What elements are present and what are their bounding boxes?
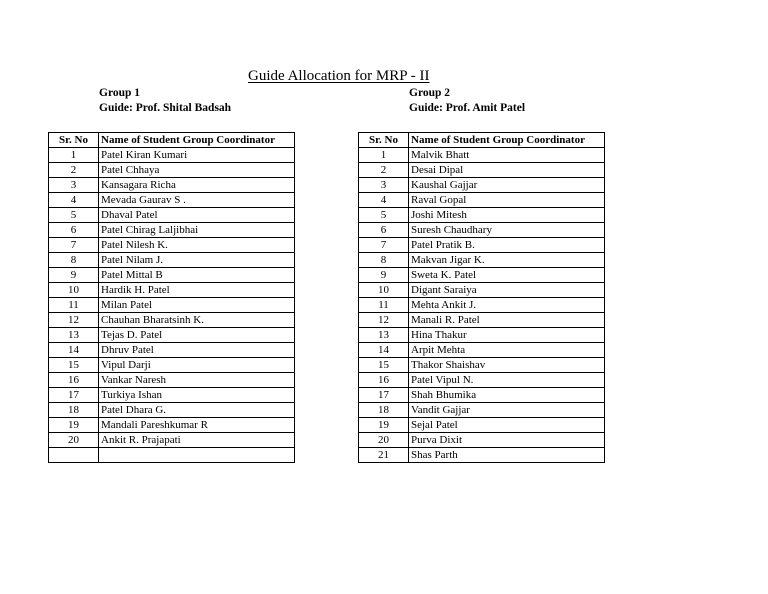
sr-no-cell: 15 (49, 358, 99, 373)
student-name-cell: Patel Vipul N. (409, 373, 605, 388)
table-row (359, 313, 605, 328)
student-name-cell: Sejal Patel (409, 418, 605, 433)
student-name-cell: Dhruv Patel (99, 343, 295, 358)
table-row (49, 223, 295, 238)
sr-no-cell: 12 (359, 313, 409, 328)
student-name-cell: Vankar Naresh (99, 373, 295, 388)
table-row (49, 148, 295, 163)
student-name-cell: Milan Patel (99, 298, 295, 313)
sr-no-cell: 14 (359, 343, 409, 358)
student-name-cell: Purva Dixit (409, 433, 605, 448)
sr-no-header: Sr. No (49, 133, 99, 148)
sr-no-cell: 10 (359, 283, 409, 298)
student-name-cell: Kaushal Gajjar (409, 178, 605, 193)
sr-no-cell: 9 (359, 268, 409, 283)
table-row (49, 418, 295, 433)
table-row (359, 268, 605, 283)
table-row (359, 433, 605, 448)
sr-no-cell (49, 448, 99, 463)
group-2-guide: Guide: Prof. Amit Patel (409, 102, 526, 114)
student-name-cell: Vandit Gajjar (409, 403, 605, 418)
table-row (359, 373, 605, 388)
table-header-row (359, 133, 605, 148)
student-name-cell: Patel Kiran Kumari (99, 148, 295, 163)
table-row (49, 403, 295, 418)
table-row (49, 343, 295, 358)
table-row (359, 283, 605, 298)
group-1-table (48, 132, 295, 463)
sr-no-cell: 3 (49, 178, 99, 193)
sr-no-cell: 6 (49, 223, 99, 238)
sr-no-cell: 18 (49, 403, 99, 418)
student-name-cell: Chauhan Bharatsinh K. (99, 313, 295, 328)
table-row (49, 358, 295, 373)
sr-no-cell: 17 (49, 388, 99, 403)
group-1-guide: Guide: Prof. Shital Badsah (99, 102, 232, 114)
student-name-cell: Patel Nilesh K. (99, 238, 295, 253)
sr-no-cell: 4 (49, 193, 99, 208)
student-name-cell: Hardik H. Patel (99, 283, 295, 298)
sr-no-cell: 13 (49, 328, 99, 343)
sr-no-cell: 1 (359, 148, 409, 163)
student-name-cell: Ankit R. Prajapati (99, 433, 295, 448)
student-name-cell: Malvik Bhatt (409, 148, 605, 163)
sr-no-header: Sr. No (359, 133, 409, 148)
student-name-cell: Manali R. Patel (409, 313, 605, 328)
student-name-cell: Tejas D. Patel (99, 328, 295, 343)
table-row (49, 208, 295, 223)
student-name-cell: Patel Nilam J. (99, 253, 295, 268)
sr-no-cell: 18 (359, 403, 409, 418)
table-row (49, 388, 295, 403)
sr-no-cell: 5 (359, 208, 409, 223)
sr-no-cell: 4 (359, 193, 409, 208)
group-2-label: Group 2 (409, 87, 451, 99)
group-2-heading (409, 86, 525, 116)
table-row (359, 448, 605, 463)
student-name-cell: Patel Pratik B. (409, 238, 605, 253)
table-row (49, 178, 295, 193)
sr-no-cell: 17 (359, 388, 409, 403)
sr-no-cell: 5 (49, 208, 99, 223)
student-name-cell: Shah Bhumika (409, 388, 605, 403)
group-2-table (358, 132, 605, 463)
student-name-cell: Kansagara Richa (99, 178, 295, 193)
student-name-cell: Sweta K. Patel (409, 268, 605, 283)
table-row (49, 313, 295, 328)
sr-no-cell: 20 (49, 433, 99, 448)
sr-no-cell: 15 (359, 358, 409, 373)
table-row (49, 253, 295, 268)
student-name-cell: Dhaval Patel (99, 208, 295, 223)
table-row (359, 358, 605, 373)
table-row (359, 418, 605, 433)
page-title: Guide Allocation for MRP - II (248, 68, 430, 84)
student-name-cell: Joshi Mitesh (409, 208, 605, 223)
student-name-cell: Turkiya Ishan (99, 388, 295, 403)
sr-no-cell: 11 (359, 298, 409, 313)
sr-no-cell: 1 (49, 148, 99, 163)
sr-no-cell: 7 (49, 238, 99, 253)
table-row (359, 178, 605, 193)
table-row (49, 163, 295, 178)
sr-no-cell: 12 (49, 313, 99, 328)
table-row (49, 238, 295, 253)
table-row (49, 328, 295, 343)
student-name-cell: Suresh Chaudhary (409, 223, 605, 238)
student-name-cell: Patel Dhara G. (99, 403, 295, 418)
sr-no-cell: 13 (359, 328, 409, 343)
table-row (359, 193, 605, 208)
table-row (49, 268, 295, 283)
student-name-cell: Mandali Pareshkumar R (99, 418, 295, 433)
sr-no-cell: 14 (49, 343, 99, 358)
student-name-cell: Shas Parth (409, 448, 605, 463)
student-name-cell: Patel Mittal B (99, 268, 295, 283)
student-name-cell: Hina Thakur (409, 328, 605, 343)
student-name-cell: Mehta Ankit J. (409, 298, 605, 313)
student-name-cell: Makvan Jigar K. (409, 253, 605, 268)
table-row (49, 373, 295, 388)
sr-no-cell: 20 (359, 433, 409, 448)
sr-no-cell: 11 (49, 298, 99, 313)
sr-no-cell: 2 (359, 163, 409, 178)
table-row (359, 238, 605, 253)
table-row (49, 283, 295, 298)
student-name-cell: Patel Chhaya (99, 163, 295, 178)
sr-no-cell: 16 (359, 373, 409, 388)
sr-no-cell: 19 (49, 418, 99, 433)
table-row (359, 388, 605, 403)
student-name-cell: Arpit Mehta (409, 343, 605, 358)
table-row (359, 343, 605, 358)
table-row (359, 253, 605, 268)
student-name-cell (99, 448, 295, 463)
student-name-cell: Thakor Shaishav (409, 358, 605, 373)
sr-no-cell: 3 (359, 178, 409, 193)
group-1-label: Group 1 (99, 87, 141, 99)
table-row (359, 328, 605, 343)
table-row (359, 148, 605, 163)
student-name-cell: Patel Chirag Laljibhai (99, 223, 295, 238)
table-row (49, 448, 295, 463)
table-header-row (49, 133, 295, 148)
sr-no-cell: 6 (359, 223, 409, 238)
sr-no-cell: 16 (49, 373, 99, 388)
student-name-cell: Digant Saraiya (409, 283, 605, 298)
table-row (359, 223, 605, 238)
sr-no-cell: 21 (359, 448, 409, 463)
name-header: Name of Student Group Coordinator (99, 133, 295, 148)
sr-no-cell: 9 (49, 268, 99, 283)
sr-no-cell: 8 (49, 253, 99, 268)
student-name-cell: Raval Gopal (409, 193, 605, 208)
sr-no-cell: 2 (49, 163, 99, 178)
group-1-heading (99, 86, 231, 116)
table-row (49, 298, 295, 313)
sr-no-cell: 7 (359, 238, 409, 253)
sr-no-cell: 19 (359, 418, 409, 433)
table-row (359, 298, 605, 313)
table-row (359, 163, 605, 178)
student-name-cell: Vipul Darji (99, 358, 295, 373)
table-row (359, 403, 605, 418)
table-row (49, 433, 295, 448)
student-name-cell: Mevada Gaurav S . (99, 193, 295, 208)
table-row (49, 193, 295, 208)
name-header: Name of Student Group Coordinator (409, 133, 605, 148)
table-row (359, 208, 605, 223)
student-name-cell: Desai Dipal (409, 163, 605, 178)
sr-no-cell: 10 (49, 283, 99, 298)
sr-no-cell: 8 (359, 253, 409, 268)
